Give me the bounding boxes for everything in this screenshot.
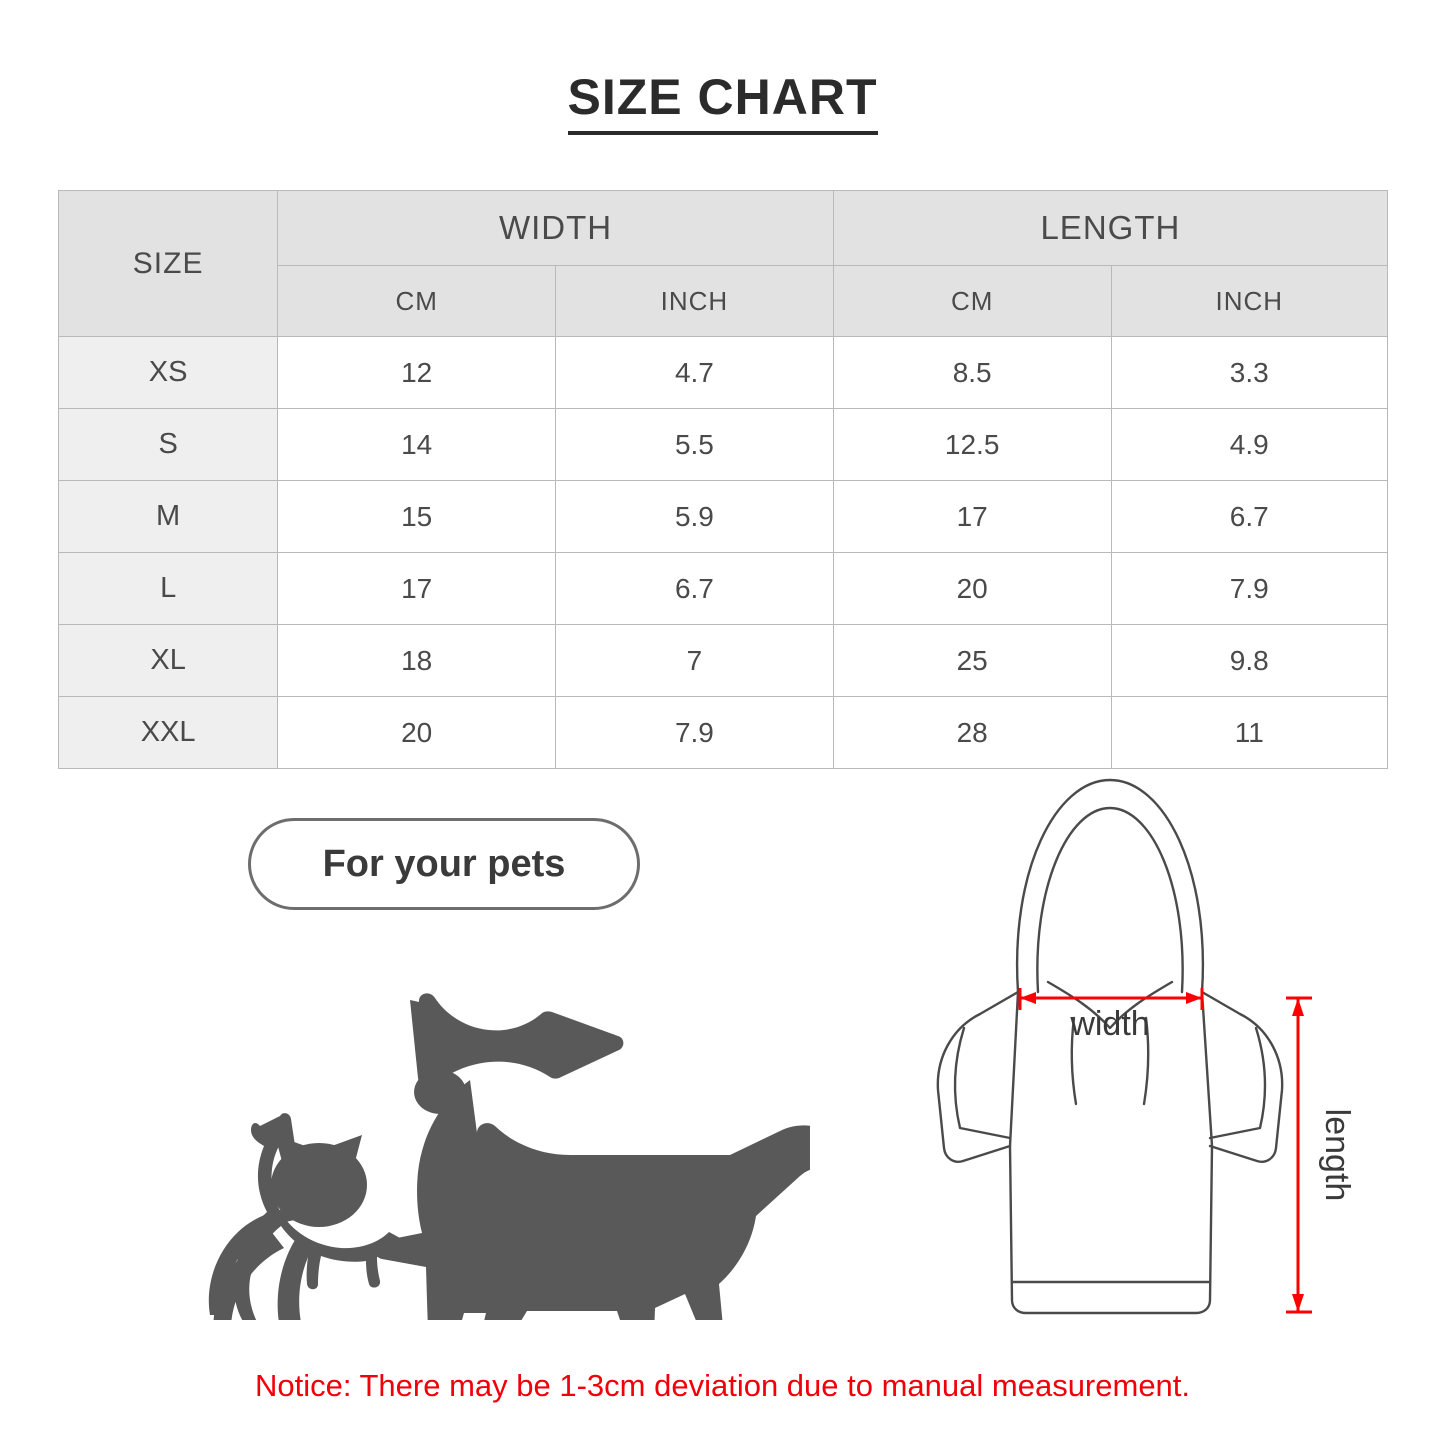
size-chart-table: [58, 190, 1388, 769]
left-cuff: [955, 1028, 1010, 1138]
header-length-inch: INCH: [1111, 266, 1387, 337]
header-width-inch: INCH: [556, 266, 834, 337]
size-chart-table-wrapper: [58, 190, 1388, 769]
cell-length-cm: 20: [833, 553, 1111, 625]
cell-width-cm: 12: [278, 337, 556, 409]
cell-length-cm: 8.5: [833, 337, 1111, 409]
table-row: [59, 697, 1388, 769]
cell-length-inch: 4.9: [1111, 409, 1387, 481]
header-size: SIZE: [59, 191, 278, 337]
cell-width-inch: 7: [556, 625, 834, 697]
cell-length-cm: 12.5: [833, 409, 1111, 481]
cell-length-cm: 17: [833, 481, 1111, 553]
pet-silhouettes: [110, 930, 810, 1320]
cell-length-cm: 28: [833, 697, 1111, 769]
table-row: [59, 409, 1388, 481]
page-title-text: SIZE CHART: [568, 69, 878, 135]
measurement-notice: Notice: There may be 1-3cm deviation due to manual measurement.: [254, 1368, 1191, 1403]
cell-length-inch: 7.9: [1111, 553, 1387, 625]
for-your-pets-badge: [248, 818, 640, 910]
hoodie-measurement-diagram: [860, 760, 1360, 1330]
for-your-pets-label: For your pets: [322, 842, 566, 885]
hood-outline: [1017, 780, 1203, 992]
table-row: [59, 553, 1388, 625]
cell-length-inch: 11: [1111, 697, 1387, 769]
cell-width-inch: 4.7: [556, 337, 834, 409]
header-width: WIDTH: [278, 191, 834, 266]
cell-width-inch: 7.9: [556, 697, 834, 769]
cell-width-inch: 5.5: [556, 409, 834, 481]
cell-size: M: [59, 481, 278, 553]
cell-width-cm: 17: [278, 553, 556, 625]
width-label: width: [1070, 1005, 1150, 1043]
cell-size: L: [59, 553, 278, 625]
cell-width-inch: 6.7: [556, 553, 834, 625]
cell-width-cm: 15: [278, 481, 556, 553]
table-header-row-groups: [59, 191, 1388, 266]
table-row: [59, 625, 1388, 697]
header-length-cm: CM: [833, 266, 1111, 337]
length-label: length: [1318, 1108, 1356, 1202]
cell-length-inch: 9.8: [1111, 625, 1387, 697]
table-row: [59, 337, 1388, 409]
cat-icon: [209, 1113, 402, 1320]
cell-length-inch: 3.3: [1111, 337, 1387, 409]
cell-length-cm: 25: [833, 625, 1111, 697]
page-title: [0, 68, 1445, 126]
length-measure-line: [1286, 998, 1312, 1312]
cell-size: XXL: [59, 697, 278, 769]
table-row: [59, 481, 1388, 553]
cell-width-inch: 5.9: [556, 481, 834, 553]
cell-width-cm: 20: [278, 697, 556, 769]
cell-width-cm: 18: [278, 625, 556, 697]
cell-size: XL: [59, 625, 278, 697]
cell-width-cm: 14: [278, 409, 556, 481]
cell-length-inch: 6.7: [1111, 481, 1387, 553]
hood-inner: [1037, 808, 1182, 992]
cell-size: S: [59, 409, 278, 481]
header-length: LENGTH: [833, 191, 1387, 266]
header-width-cm: CM: [278, 266, 556, 337]
right-cuff: [1210, 1028, 1265, 1138]
cell-size: XS: [59, 337, 278, 409]
dog-icon: [375, 993, 811, 1320]
